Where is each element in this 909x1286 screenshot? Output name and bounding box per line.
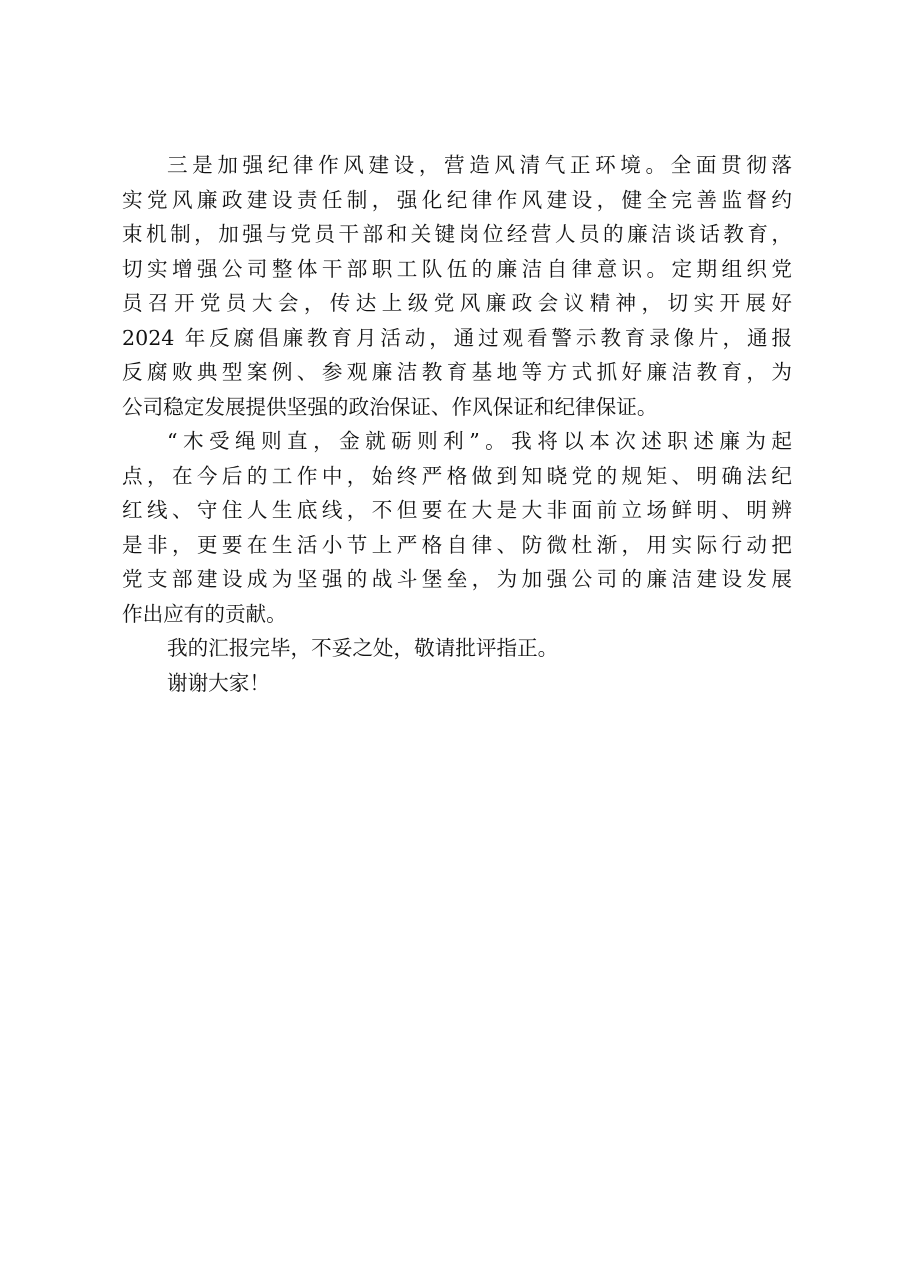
text-line: 红线、守住人生底线，不但要在大是大非面前立场鲜明、明辨 <box>122 498 792 522</box>
paragraph-discipline <box>122 148 792 424</box>
text-line: 点，在今后的工作中，始终严格做到知晓党的规矩、明确法纪 <box>122 463 792 488</box>
document-body <box>122 148 792 700</box>
text-line: 我的汇报完毕，不妥之处，敬请批评指正。 <box>167 636 559 660</box>
text-line: 反腐败典型案例、参观廉洁教育基地等方式抓好廉洁教育，为 <box>122 360 792 384</box>
text-line: 切实增强公司整体干部职工队伍的廉洁自律意识。定期组织党 <box>122 256 792 281</box>
text-line: 员召开党员大会，传达上级党风廉政会议精神，切实开展好 <box>122 291 792 315</box>
text-line: 束机制，加强与党员干部和关键岗位经营人员的廉洁谈话教育， <box>122 222 792 246</box>
text-line: 作出应有的贡献。 <box>122 601 287 626</box>
text-line: 公司稳定发展提供坚强的政治保证、作风保证和纪律保证。 <box>122 394 658 419</box>
text-line: 党支部建设成为坚强的战斗堡垒，为加强公司的廉洁建设发展 <box>122 567 792 591</box>
paragraph-thanks <box>122 666 792 701</box>
text-line: 2024 年反腐倡廉教育月活动，通过观看警示教育录像片，通报 <box>122 325 792 350</box>
text-line: 实党风廉政建设责任制，强化纪律作风建设，健全完善监督约 <box>122 187 792 212</box>
text-line: “木受绳则直，金就砺则利”。我将以本次述职述廉为起 <box>167 429 792 453</box>
text-line: 是非，更要在生活小节上严格自律、防微杜渐，用实际行动把 <box>122 532 792 557</box>
paragraph-commitment <box>122 424 792 631</box>
paragraph-closing <box>122 631 792 666</box>
text-line: 谢谢大家！ <box>167 670 270 695</box>
text-line: 三是加强纪律作风建设，营造风清气正环境。全面贯彻落 <box>167 153 792 177</box>
